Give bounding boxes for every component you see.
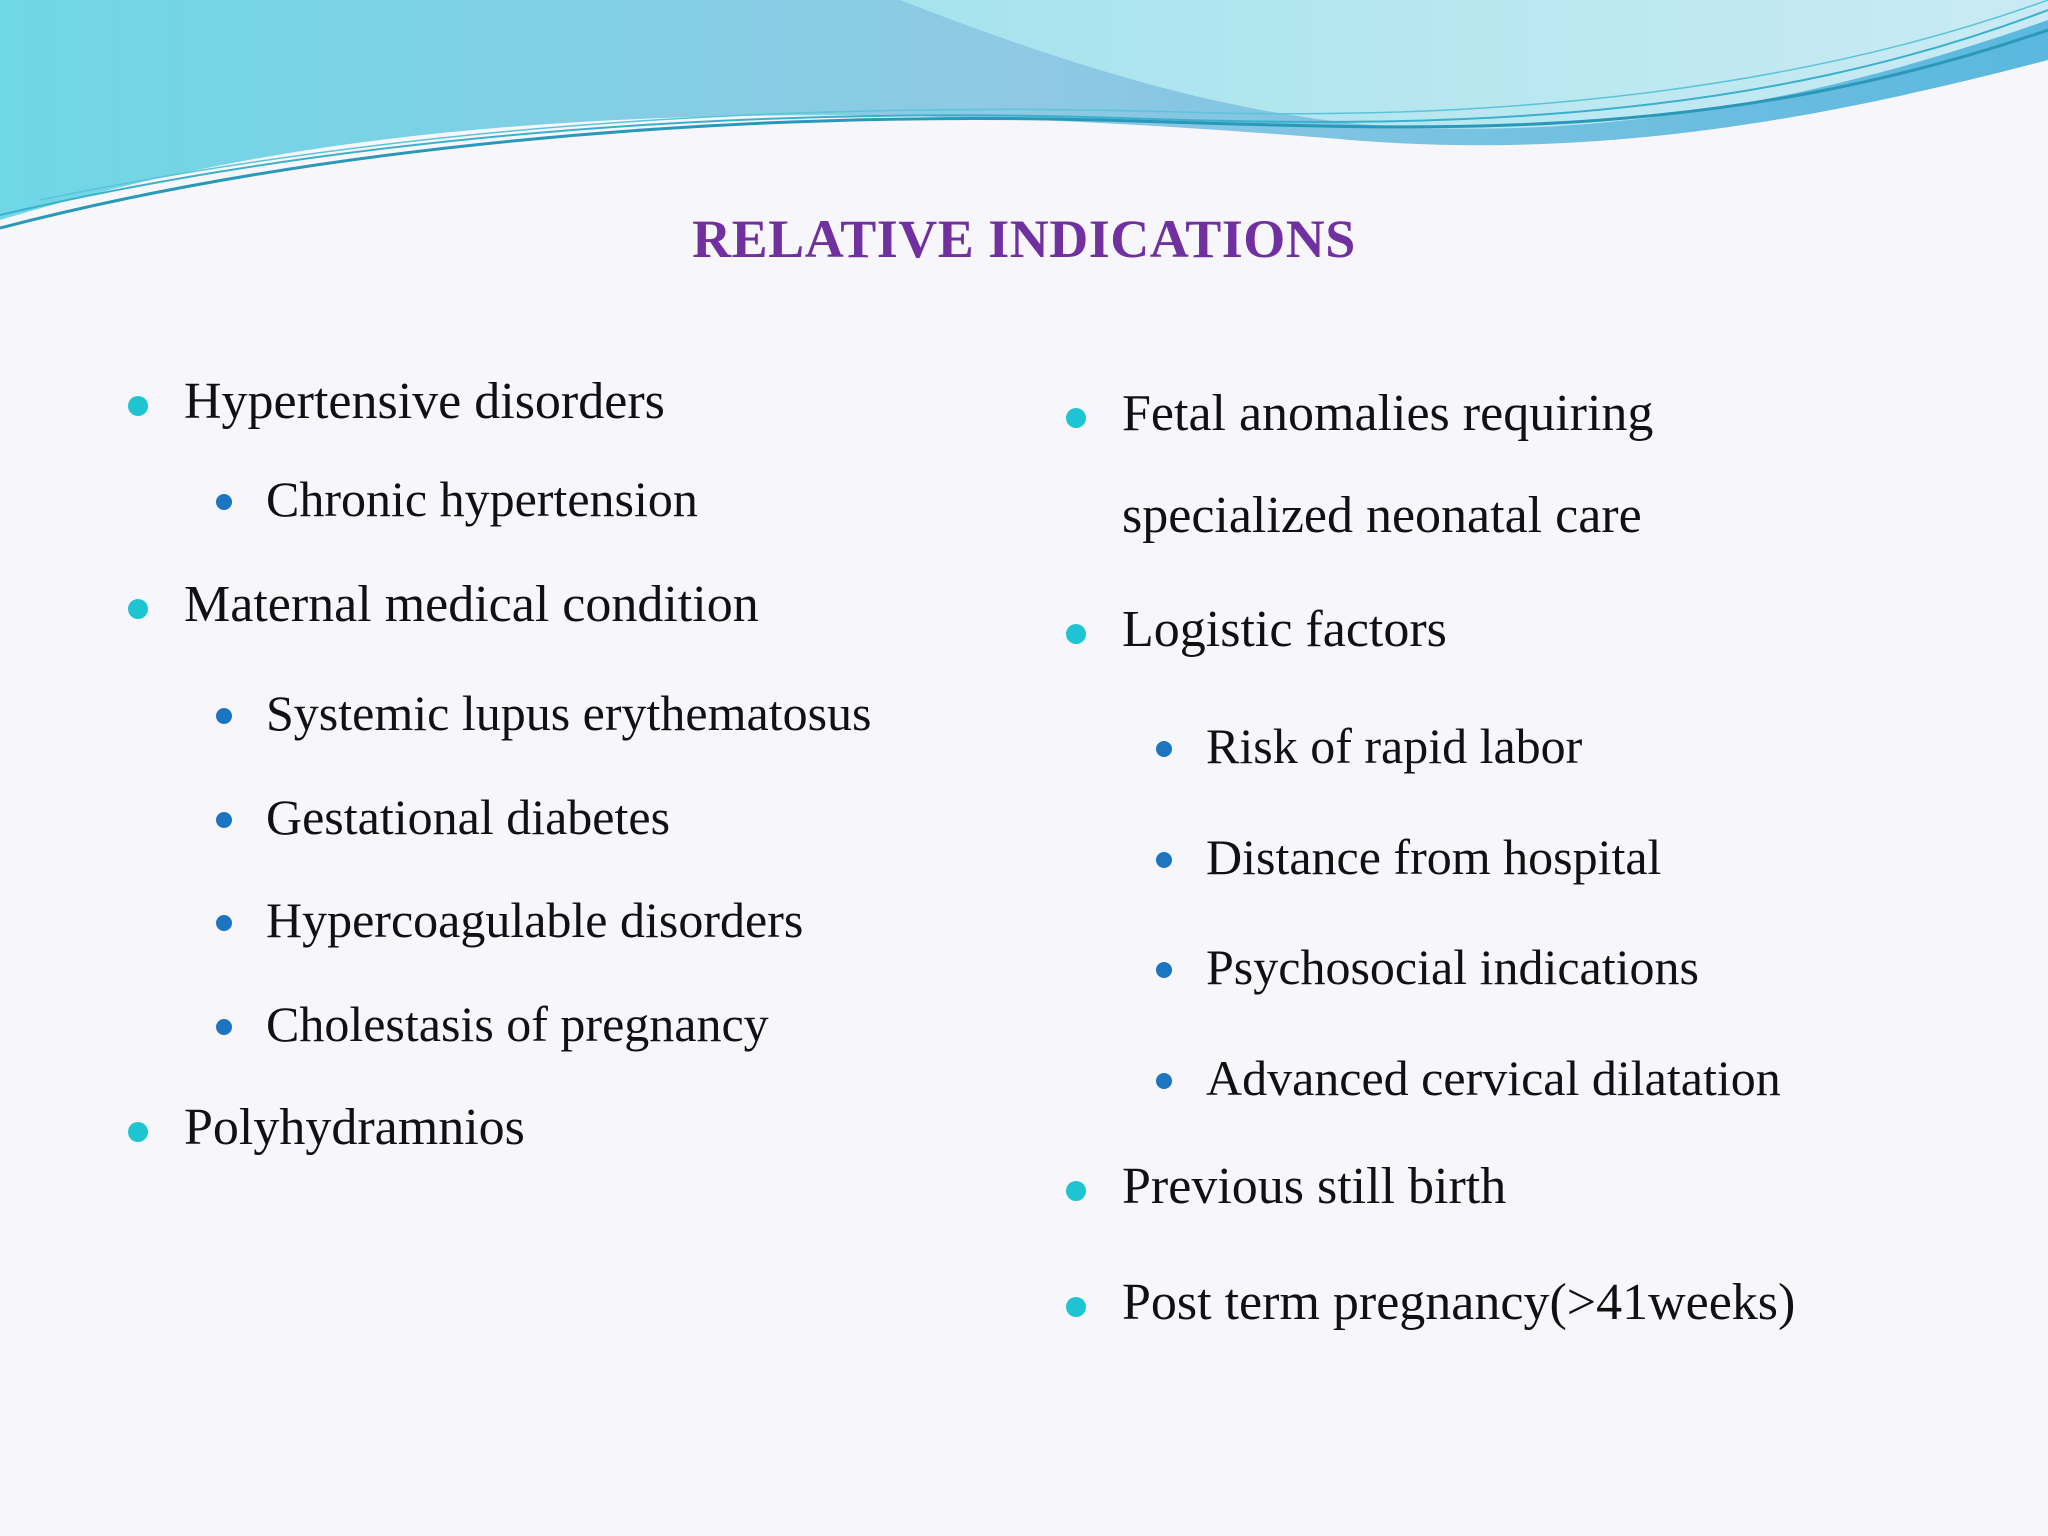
bullet-icon <box>1066 624 1086 644</box>
bullet-icon <box>216 494 232 510</box>
bullet-icon <box>216 1019 232 1035</box>
bullet-icon <box>1066 408 1086 428</box>
bullet-icon <box>1066 1181 1086 1201</box>
bullet-icon <box>1156 1073 1172 1089</box>
left-item-hypercoagulable-disorders: Hypercoagulable disorders <box>266 892 804 948</box>
left-item-cholestasis: Cholestasis of pregnancy <box>266 996 769 1052</box>
left-item-maternal-medical-condition: Maternal medical condition <box>184 576 759 633</box>
bullet-icon <box>216 708 232 724</box>
right-item-distance-from-hospital: Distance from hospital <box>1206 829 1662 885</box>
right-item-post-term-pregnancy: Post term pregnancy(>41weeks) <box>1122 1274 1796 1331</box>
left-item-hypertensive-disorders: Hypertensive disorders <box>184 373 665 430</box>
left-item-chronic-hypertension: Chronic hypertension <box>266 471 698 527</box>
right-item-psychosocial: Psychosocial indications <box>1206 939 1699 995</box>
slide-title: RELATIVE INDICATIONS <box>692 209 1356 269</box>
bullet-icon <box>1066 1297 1086 1317</box>
right-item-logistic-factors: Logistic factors <box>1122 601 1447 658</box>
left-item-polyhydramnios: Polyhydramnios <box>184 1099 525 1156</box>
right-item-rapid-labor: Risk of rapid labor <box>1206 718 1583 774</box>
bullet-icon <box>216 915 232 931</box>
bullet-icon <box>1156 852 1172 868</box>
bullet-icon <box>128 599 148 619</box>
bullet-icon <box>1156 741 1172 757</box>
bullet-icon <box>1156 962 1172 978</box>
right-item-previous-still-birth: Previous still birth <box>1122 1158 1507 1215</box>
bullet-icon <box>216 812 232 828</box>
bullet-icon <box>128 1122 148 1142</box>
bullet-icon <box>128 396 148 416</box>
right-item-fetal-anomalies: Fetal anomalies requiring <box>1122 385 1654 442</box>
right-item-fetal-anomalies-continued: specialized neonatal care <box>1122 487 1642 544</box>
left-item-gestational-diabetes: Gestational diabetes <box>266 789 671 845</box>
left-item-systemic-lupus: Systemic lupus erythematosus <box>266 685 872 741</box>
right-item-cervical-dilatation: Advanced cervical dilatation <box>1206 1050 1781 1106</box>
